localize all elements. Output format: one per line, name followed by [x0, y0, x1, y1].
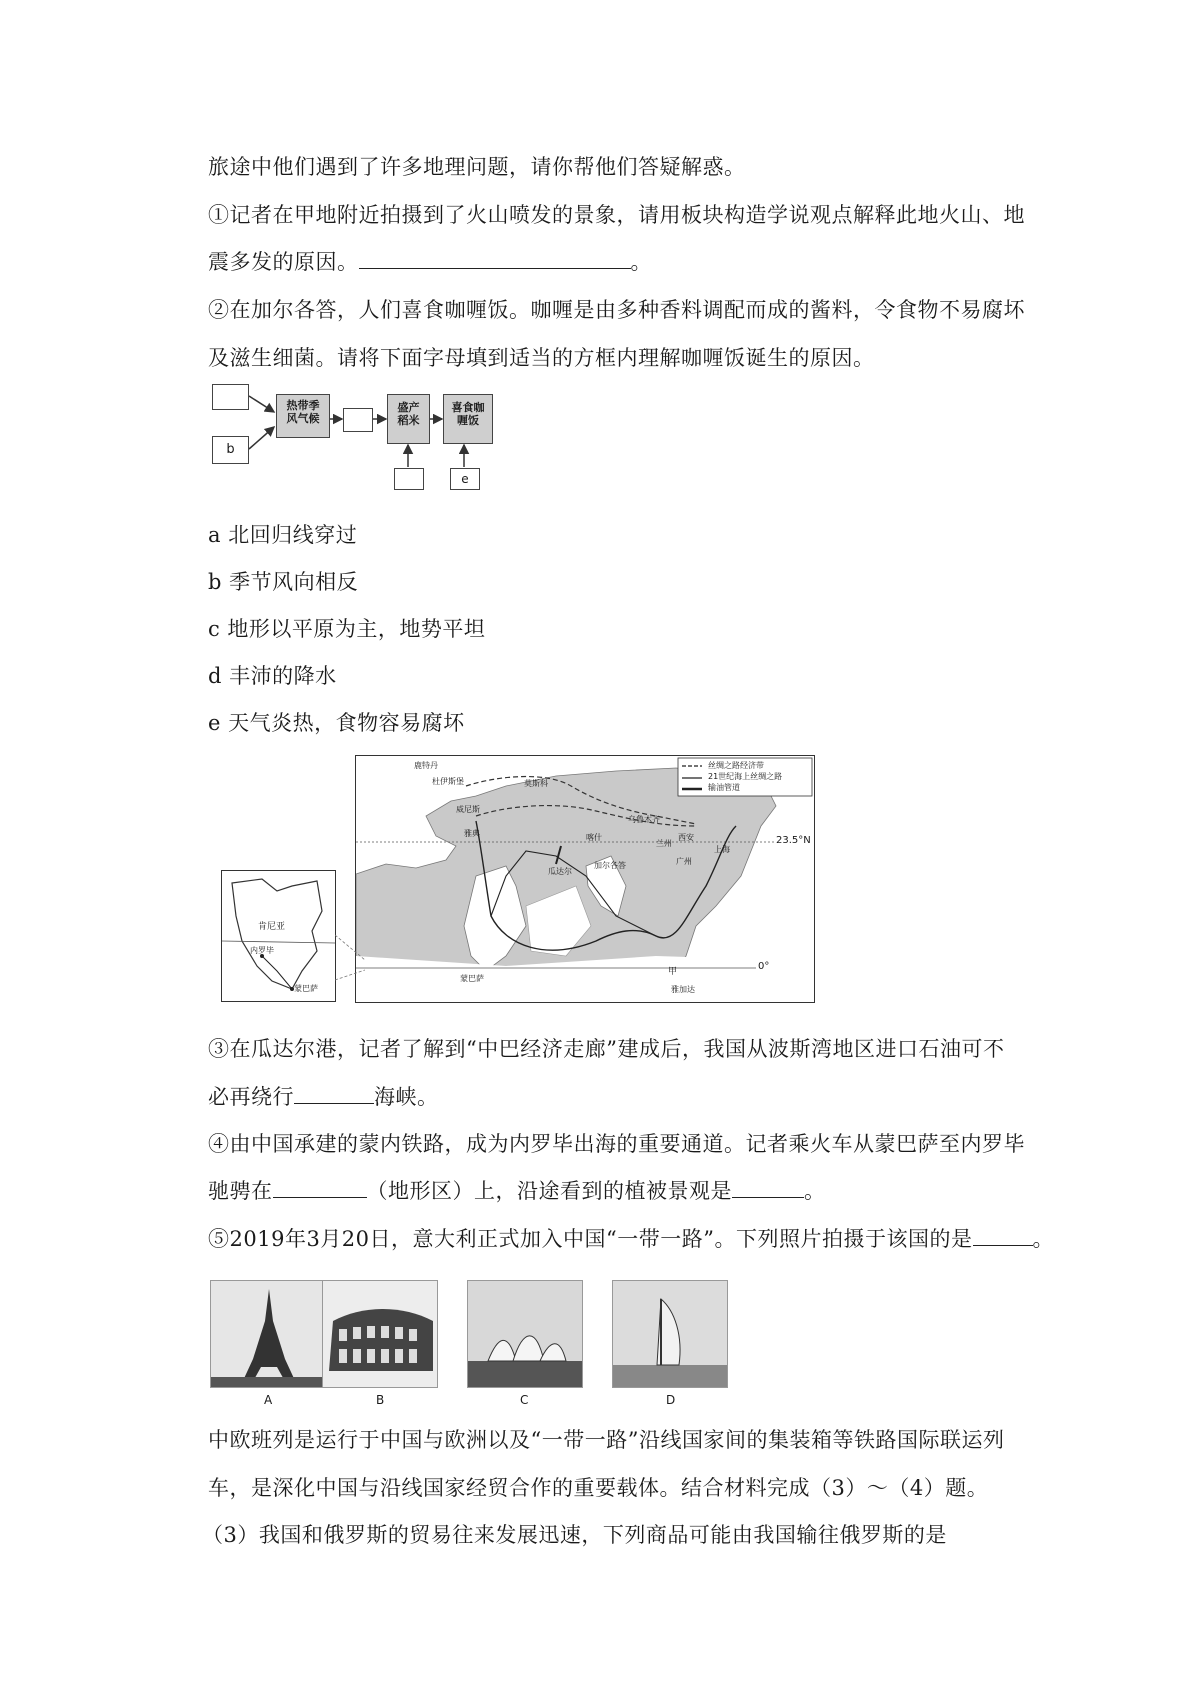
q4-landform-blank[interactable] — [273, 1177, 367, 1198]
q1-line2-text: 震多发的原因。 — [208, 250, 359, 274]
q2-line2: 及滋生细菌。请将下面字母填到适当的方框内理解咖喱饭诞生的原因。 — [208, 346, 875, 370]
flow-blank-box-middle[interactable] — [343, 408, 373, 432]
label-venice: 威尼斯 — [456, 805, 480, 814]
belt-road-map — [355, 755, 815, 1003]
label-kolkata: 加尔各答 — [594, 861, 626, 870]
photo-label-b: B — [376, 1393, 385, 1407]
flow-box-b: b — [212, 436, 249, 464]
label-rotterdam: 鹿特丹 — [414, 761, 438, 770]
kenya-outline — [222, 871, 335, 1001]
label-moscow: 莫斯科 — [524, 779, 548, 788]
q3-main-line1: （3）我国和俄罗斯的贸易往来发展迅速，下列商品可能由我国输往俄罗斯的是 — [202, 1523, 947, 1547]
q5-line1 — [208, 1224, 1054, 1254]
label-lanzhou: 兰州 — [656, 839, 672, 848]
q1-line1: ①记者在甲地附近拍摄到了火山喷发的景象，请用板块构造学说观点解释此地火山、地 — [208, 203, 1025, 227]
para-line1: 中欧班列是运行于中国与欧洲以及“一带一路”沿线国家间的集装箱等铁路国际联运列 — [208, 1428, 1005, 1452]
q5-end: 。 — [1032, 1227, 1054, 1251]
option-e: e 天气炎热，食物容易腐坏 — [208, 711, 465, 735]
legend-pipeline: 输油管道 — [708, 783, 740, 792]
q4-line2-start: 驰骋在 — [208, 1179, 273, 1203]
q4-vegetation-blank[interactable] — [732, 1177, 804, 1198]
photo-label-c: C — [520, 1393, 529, 1407]
photo-d-burj-al-arab[interactable] — [612, 1280, 728, 1388]
label-mombasa: 蒙巴萨 — [460, 974, 484, 983]
photo-label-a: A — [264, 1393, 273, 1407]
inset-label-nairobi: 内罗毕 — [250, 946, 274, 955]
label-xian: 西安 — [678, 833, 694, 842]
flow-box-curry: 喜食咖喱饭 — [443, 394, 493, 444]
inset-connector-lines — [335, 930, 365, 990]
para-line2: 车，是深化中国与沿线国家经贸合作的重要载体。结合材料完成（3）～（4）题。 — [208, 1476, 989, 1500]
q3-answer-blank[interactable] — [294, 1083, 374, 1104]
photo-c-opera-house[interactable] — [467, 1280, 583, 1388]
kenya-inset-map — [221, 870, 336, 1002]
label-jia: 甲 — [668, 967, 678, 977]
label-equator: 0° — [758, 961, 770, 972]
q2-line1: ②在加尔各答，人们喜食咖喱饭。咖喱是由多种香料调配而成的酱料，令食物不易腐坏 — [208, 298, 1025, 322]
q4-line2-mid: （地形区）上，沿途看到的植被景观是 — [366, 1179, 732, 1203]
label-duisburg: 杜伊斯堡 — [432, 777, 464, 786]
flow-box-climate: 热带季风气候 — [276, 394, 330, 438]
photo-a-eiffel-tower[interactable] — [210, 1280, 326, 1388]
q4-line1: ④由中国承建的蒙内铁路，成为内罗毕出海的重要通道。记者乘火车从蒙巴萨至内罗毕 — [208, 1132, 1025, 1156]
flow-box-e: e — [450, 468, 480, 490]
inset-label-mombasa: 蒙巴萨 — [294, 984, 318, 993]
label-tropic: 23.5°N — [776, 835, 811, 846]
option-a: a 北回归线穿过 — [208, 523, 358, 547]
colosseum-icon — [323, 1281, 438, 1388]
map-legend — [708, 760, 782, 793]
label-jakarta: 雅加达 — [671, 985, 695, 994]
q3-line2-end: 海峡。 — [374, 1085, 439, 1109]
label-urumqi: 乌鲁木齐 — [628, 815, 660, 824]
label-gwadar: 瓜达尔 — [548, 867, 572, 876]
flow-blank-box-bottom[interactable] — [394, 468, 424, 490]
q1-end: 。 — [630, 250, 652, 274]
photo-b-colosseum[interactable] — [322, 1280, 438, 1388]
q1-line2 — [208, 247, 652, 277]
option-b: b 季节风向相反 — [208, 570, 359, 594]
q5-text: ⑤2019年3月20日，意大利正式加入中国“一带一路”。下列照片拍摄于该国的是 — [208, 1227, 973, 1251]
flow-box-rice: 盛产稻米 — [387, 394, 430, 444]
option-d: d 丰沛的降水 — [208, 664, 337, 688]
q3-line1: ③在瓜达尔港，记者了解到“中巴经济走廊”建成后，我国从波斯湾地区进口石油可不 — [208, 1037, 1005, 1061]
photo-label-d: D — [666, 1393, 676, 1407]
label-kashgar: 喀什 — [586, 833, 602, 842]
q1-answer-blank[interactable] — [359, 248, 631, 269]
intro-text: 旅途中他们遇到了许多地理问题，请你帮他们答疑解惑。 — [208, 155, 746, 179]
eiffel-tower-icon — [211, 1281, 326, 1388]
legend-belt: 丝绸之路经济带 — [708, 761, 764, 770]
label-athens: 雅典 — [464, 829, 480, 838]
inset-label-kenya: 肯尼亚 — [258, 922, 286, 932]
curry-flowchart — [208, 382, 496, 492]
label-shanghai: 上海 — [714, 845, 730, 854]
q3-line2 — [208, 1082, 439, 1112]
legend-maritime: 21世纪海上丝绸之路 — [708, 772, 783, 781]
flow-blank-box-top[interactable] — [212, 384, 249, 410]
q4-end: 。 — [804, 1179, 826, 1203]
burj-al-arab-icon — [613, 1281, 728, 1388]
q4-line2 — [208, 1176, 826, 1206]
q5-answer-blank[interactable] — [973, 1225, 1033, 1246]
option-c: c 地形以平原为主，地势平坦 — [208, 617, 486, 641]
q3-line2-start: 必再绕行 — [208, 1085, 294, 1109]
opera-house-icon — [468, 1281, 583, 1388]
label-guangzhou: 广州 — [676, 857, 692, 866]
